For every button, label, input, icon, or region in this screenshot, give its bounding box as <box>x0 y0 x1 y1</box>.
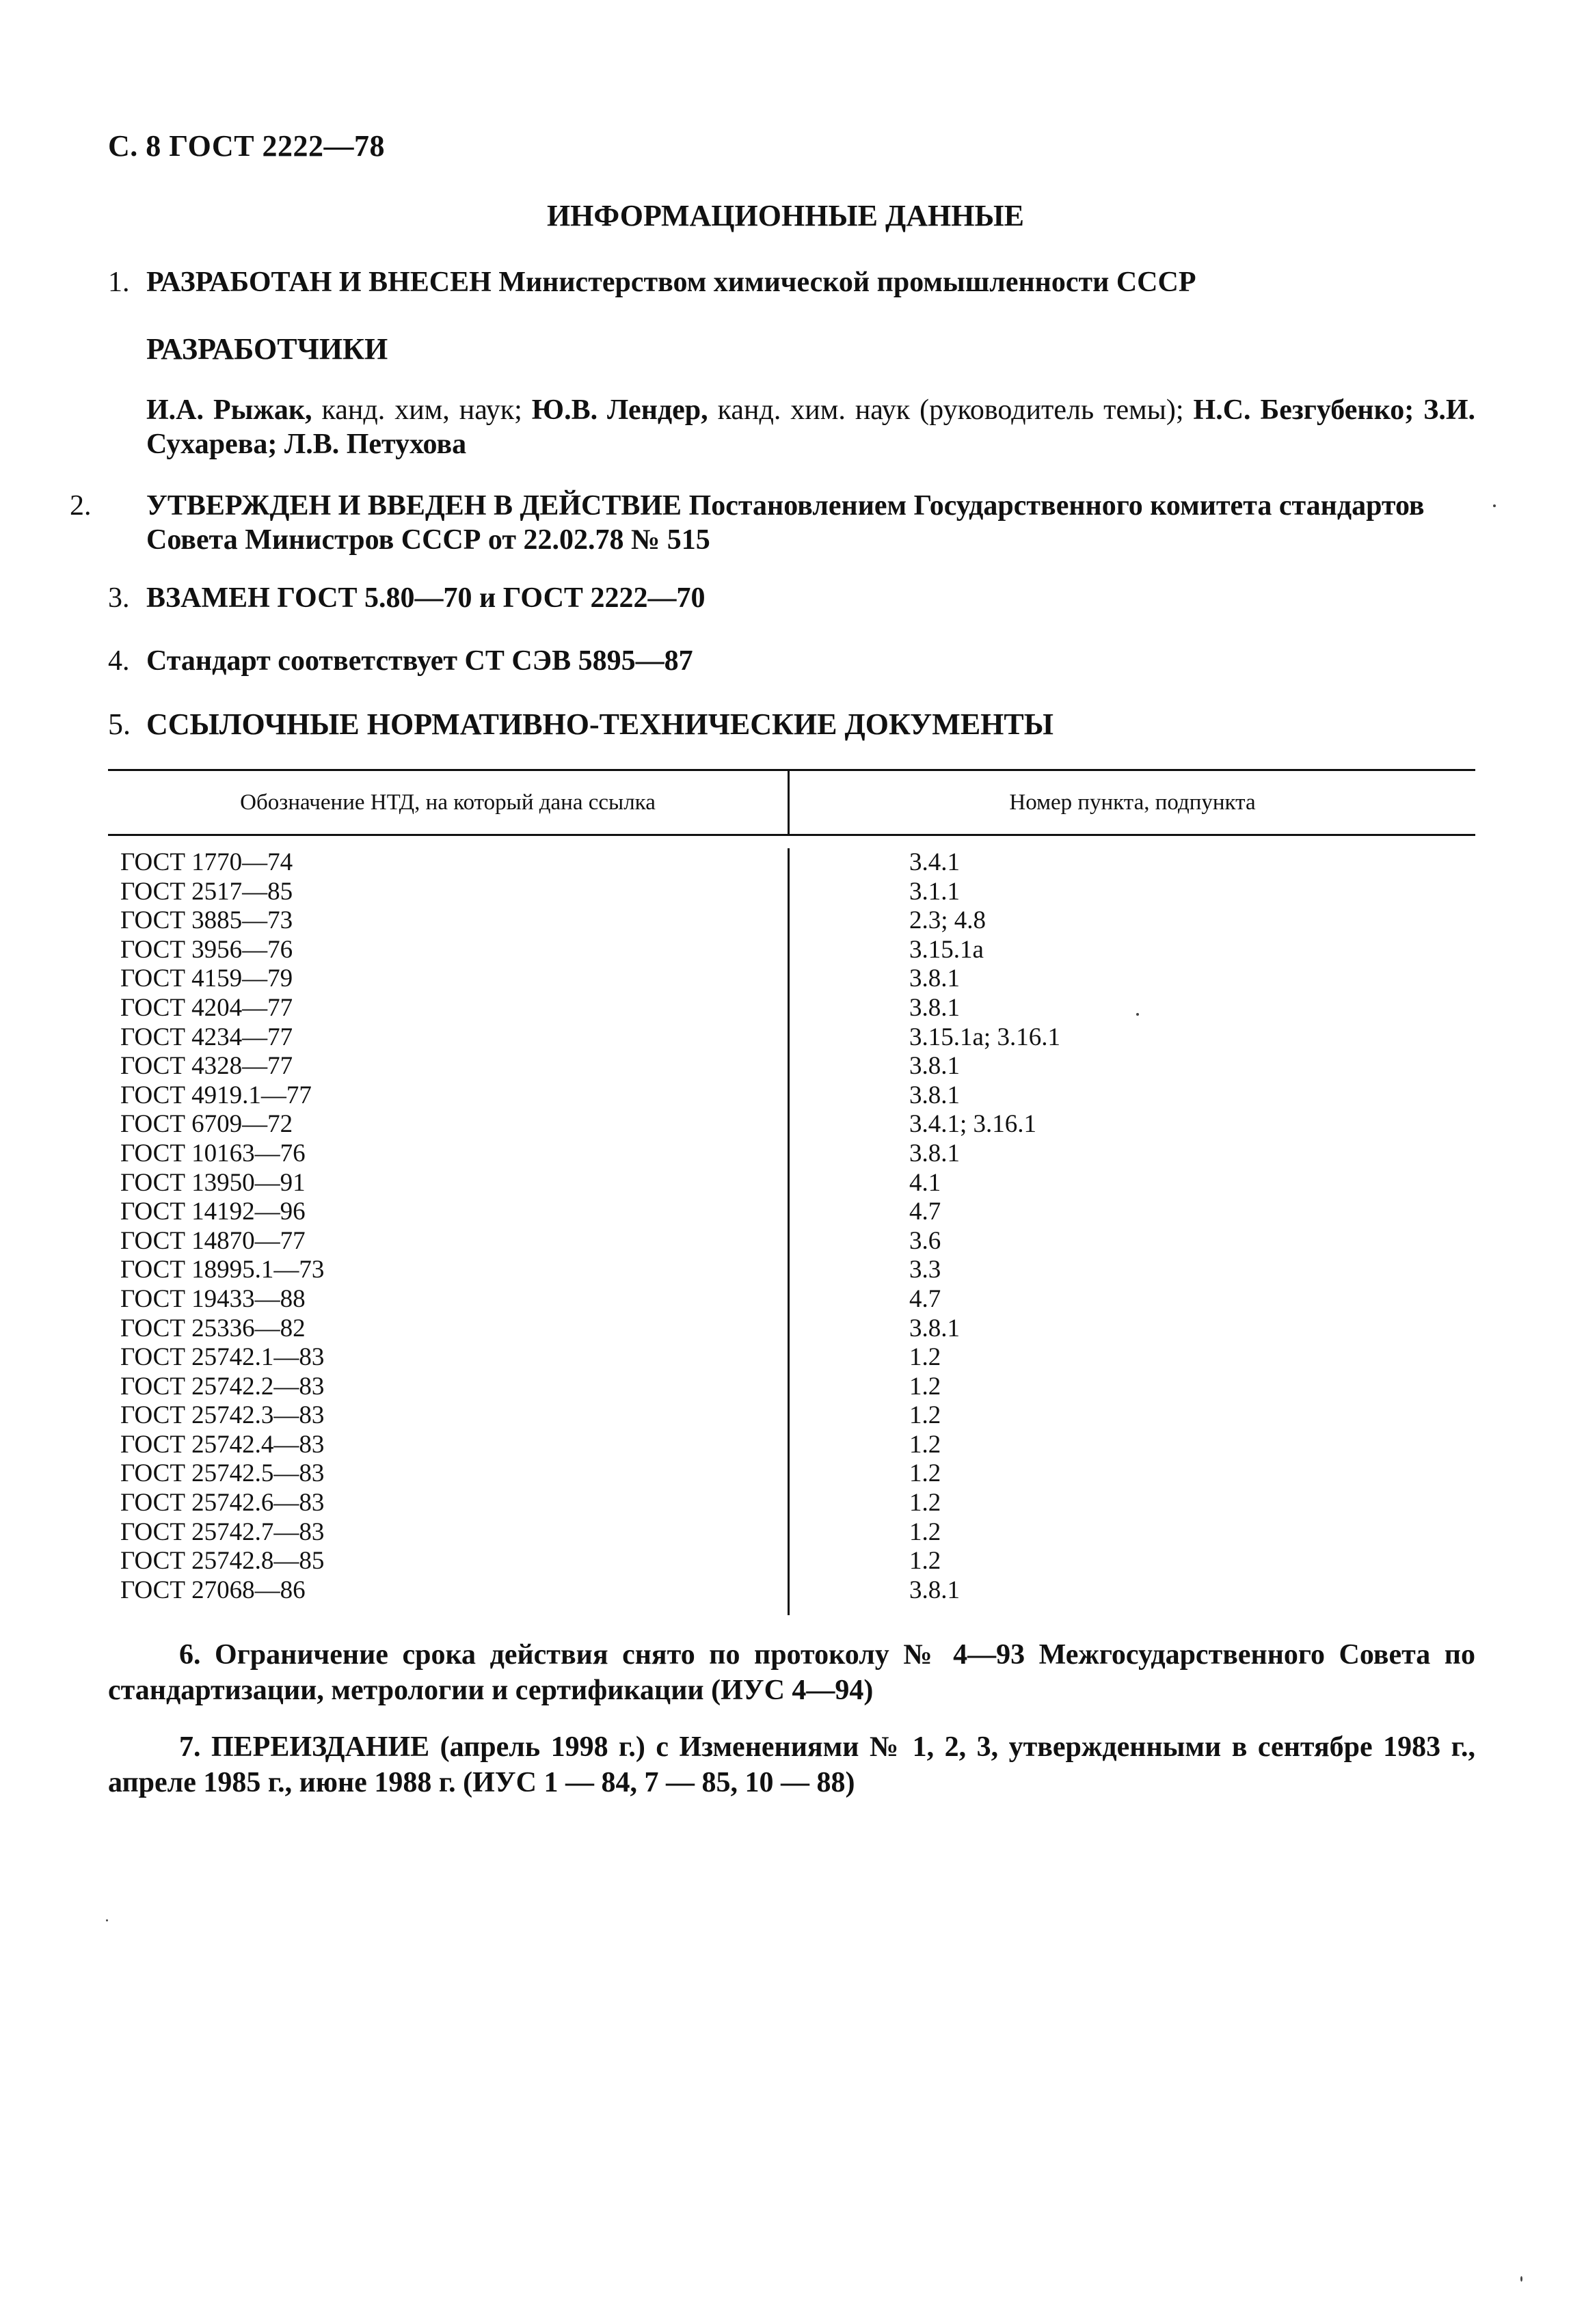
item-5-number: 5. <box>108 707 131 741</box>
table-cell-clause: 1.2 <box>909 1517 941 1546</box>
table-cell-designation: ГОСТ 3956—76 <box>120 935 293 964</box>
table-cell-clause: 1.2 <box>909 1401 941 1430</box>
table-cell-clause: 3.8.1 <box>909 1081 960 1109</box>
table-cell-designation: ГОСТ 25742.2—83 <box>120 1372 325 1401</box>
document-title: ИНФОРМАЦИОННЫЕ ДАННЫЕ <box>546 199 1025 232</box>
table-cell-designation: ГОСТ 14192—96 <box>120 1198 306 1226</box>
table-cell-designation: ГОСТ 2517—85 <box>120 877 293 906</box>
scan-speck <box>106 1919 108 1921</box>
table-cell-clause: 4.7 <box>909 1198 941 1226</box>
table-cell-designation: ГОСТ 25742.1—83 <box>120 1343 325 1372</box>
author-2: Ю.В. Лендер, <box>531 394 708 426</box>
item-6: 6. Ограничение срока действия снято по протоколу № 4—93 Межгосударственного Совета по стандартизации, метрологии и сертификации (ИУС 4—94) <box>108 1639 1475 1706</box>
table-cell-clause: 1.2 <box>909 1343 941 1372</box>
table-cell-clause: 3.15.1а <box>909 935 984 964</box>
table-header <box>108 771 1475 836</box>
table-cell-designation: ГОСТ 6709—72 <box>120 1110 293 1139</box>
table-cell-designation: ГОСТ 13950—91 <box>120 1168 306 1197</box>
table-cell-designation: ГОСТ 4919.1—77 <box>120 1081 312 1109</box>
item-2-lead: УТВЕРЖДЕН И ВВЕДЕН В ДЕЙСТВИЕ <box>146 490 682 522</box>
table-cell-designation: ГОСТ 1770—74 <box>120 848 293 876</box>
table-cell-designation: ГОСТ 3885—73 <box>120 906 293 935</box>
table-cell-clause: 3.8.1 <box>909 1576 960 1604</box>
table-cell-clause: 4.1 <box>909 1168 941 1197</box>
table-cell-clause: 3.8.1 <box>909 1052 960 1081</box>
item-1-text: Министерством химической промышленности СССР <box>498 267 1196 298</box>
item-7: 7. ПЕРЕИЗДАНИЕ (апрель 1998 г.) с Изменениями № 1, 2, 3, утвержденными в сентябре 1983 г., апреле 1985 г., июне 1988 г. (ИУС 1 — 84, 7 — 85, 10 — 88) <box>108 1731 1475 1798</box>
table-cell-clause: 3.8.1 <box>909 1139 960 1167</box>
table-cell-designation: ГОСТ 27068—86 <box>120 1576 306 1604</box>
table-cell-designation: ГОСТ 4328—77 <box>120 1052 293 1081</box>
item-2 <box>70 489 1514 557</box>
item-3 <box>108 581 1475 615</box>
table-cell-clause: 3.8.1 <box>909 964 960 993</box>
table-cell-clause: 1.2 <box>909 1430 941 1459</box>
item-2-number: 2. <box>70 490 92 522</box>
item-4-number: 4. <box>108 645 130 677</box>
table-cell-clause: 1.2 <box>909 1372 941 1401</box>
table-cell-designation: ГОСТ 25742.7—83 <box>120 1517 325 1546</box>
table-cell-designation: ГОСТ 4204—77 <box>120 993 293 1022</box>
item-3-number: 3. <box>108 582 130 614</box>
authors-list <box>146 393 1475 461</box>
item-1 <box>108 265 1475 299</box>
author-1: И.А. Рыжак, <box>146 394 312 426</box>
references-table <box>108 769 1475 1615</box>
scan-speck <box>1136 1013 1139 1016</box>
table-cell-designation: ГОСТ 14870—77 <box>120 1226 306 1255</box>
table-cell-clause: 1.2 <box>909 1547 941 1576</box>
developers-heading: РАЗРАБОТЧИКИ <box>146 332 388 366</box>
author-others: Н.С. Безгубенко; З.И. Сухарева; Л.В. Петухова <box>146 394 1476 460</box>
table-cell-clause: 3.15.1а; 3.16.1 <box>909 1023 1060 1051</box>
item-3-lead: ВЗАМЕН ГОСТ 5.80—70 и ГОСТ 2222—70 <box>146 582 706 614</box>
item-2-text: Постановлением Государственного комитета стандартов Совета Министров СССР от 22.02.78 № 515 <box>146 490 1425 556</box>
table-header-designation: Обозначение НТД, на который дана ссылка <box>108 771 790 834</box>
table-cell-designation: ГОСТ 25742.6—83 <box>120 1489 325 1517</box>
item-5-lead: ССЫЛОЧНЫЕ НОРМАТИВНО-ТЕХНИЧЕСКИЕ ДОКУМЕНТЫ <box>146 707 1053 741</box>
table-cell-designation: ГОСТ 25336—82 <box>120 1314 306 1342</box>
table-column-designation <box>108 848 790 1615</box>
table-cell-clause: 1.2 <box>909 1459 941 1488</box>
table-cell-clause: 3.3 <box>909 1256 941 1284</box>
table-cell-clause: 4.7 <box>909 1284 941 1313</box>
table-cell-designation: ГОСТ 4159—79 <box>120 964 293 993</box>
table-body <box>108 836 1475 1615</box>
table-cell-clause: 2.3; 4.8 <box>909 906 986 935</box>
scan-speck <box>1493 504 1496 507</box>
item-4-lead: Стандарт соответствует СТ СЭВ 5895—87 <box>146 645 693 677</box>
item-1-lead: РАЗРАБОТАН И ВНЕСЕН <box>146 267 492 298</box>
item-1-number: 1. <box>108 267 130 298</box>
table-cell-clause: 1.2 <box>909 1489 941 1517</box>
table-cell-clause: 3.1.1 <box>909 877 960 906</box>
table-header-clause: Номер пункта, подпункта <box>1009 789 1256 815</box>
table-cell-designation: ГОСТ 25742.5—83 <box>120 1459 325 1488</box>
item-4 <box>108 644 1475 678</box>
table-cell-designation: ГОСТ 4234—77 <box>120 1023 293 1051</box>
table-cell-designation: ГОСТ 25742.4—83 <box>120 1430 325 1459</box>
author-1-role: канд. хим, наук; <box>312 394 522 426</box>
author-2-role: канд. хим. наук (руководитель темы); <box>708 394 1184 426</box>
item-5 <box>108 707 1475 742</box>
table-cell-clause: 3.4.1 <box>909 848 960 876</box>
scan-speck <box>1520 2276 1522 2282</box>
table-cell-designation: ГОСТ 18995.1—73 <box>120 1256 325 1284</box>
table-cell-designation: ГОСТ 25742.8—85 <box>120 1547 325 1576</box>
table-cell-designation: ГОСТ 10163—76 <box>120 1139 306 1167</box>
page-header: С. 8 ГОСТ 2222—78 <box>108 129 386 163</box>
table-cell-designation: ГОСТ 19433—88 <box>120 1284 306 1313</box>
table-column-clause <box>790 848 1475 1615</box>
table-cell-designation: ГОСТ 25742.3—83 <box>120 1401 325 1430</box>
table-cell-clause: 3.8.1 <box>909 1314 960 1342</box>
table-cell-clause: 3.8.1 <box>909 993 960 1022</box>
table-cell-clause: 3.4.1; 3.16.1 <box>909 1110 1037 1139</box>
table-cell-clause: 3.6 <box>909 1226 941 1255</box>
